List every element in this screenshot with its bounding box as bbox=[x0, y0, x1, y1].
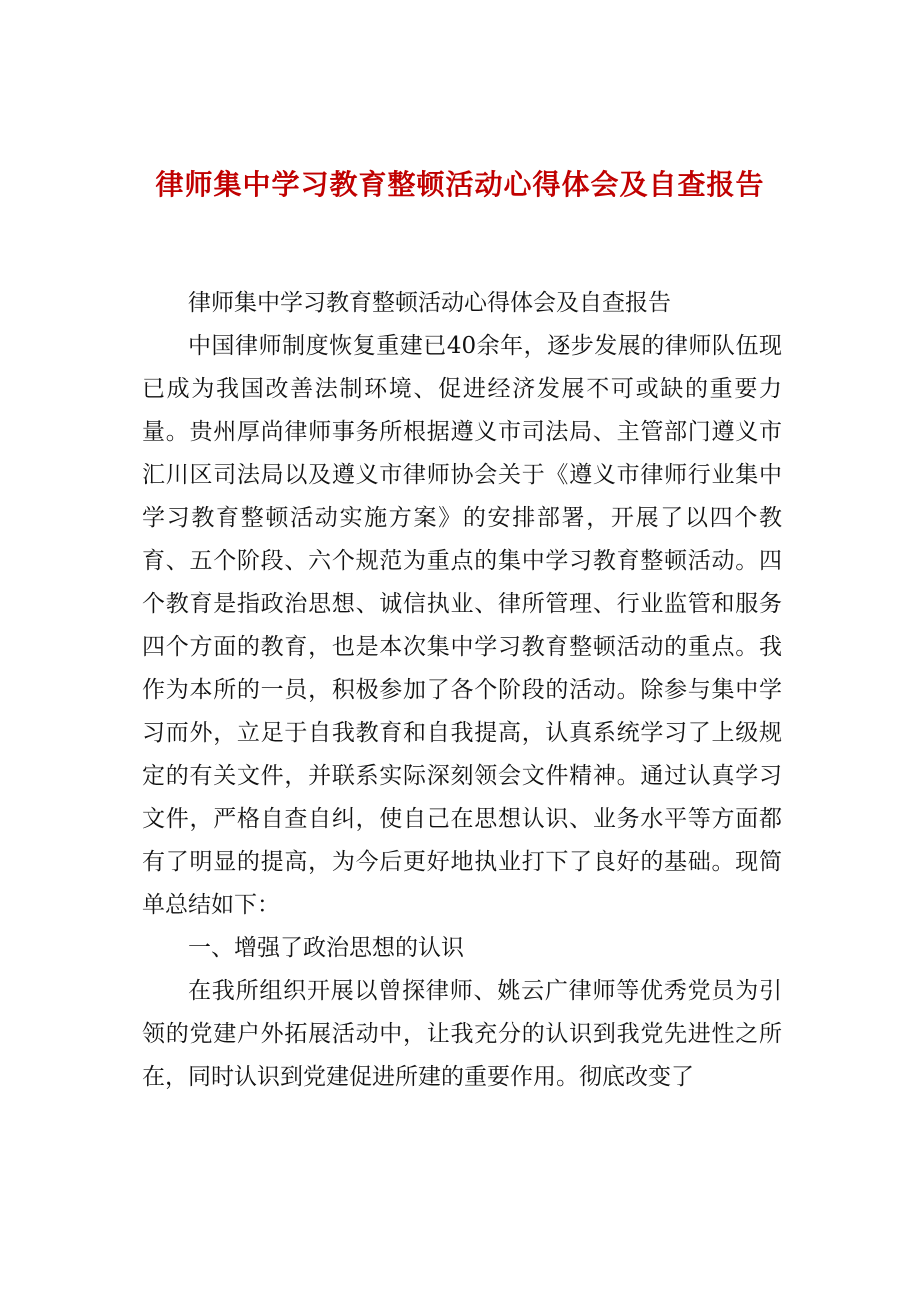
paragraph-subtitle: 律师集中学习教育整顿活动心得体会及自查报告 bbox=[188, 290, 671, 316]
document-title: 律师集中学习教育整顿活动心得体会及自查报告 bbox=[155, 168, 765, 201]
paragraph-heading-1: 一、增强了政治思想的认识 bbox=[188, 935, 464, 961]
paragraph-intro: 中国律师制度恢复重建已40余年，逐步发展的律师队伍现已成为我国改善法制环境、促进经济发展不可或缺的重要力量。贵州厚尚律师事务所根据遵义市司法局、主管部门遵义市汇川区司法局以及遵义市律师协会关于《遵义市律师行业集中学习教育整顿活动实施方案》的安排部署，开展了以四个教育、五个阶段、六个规范为重点的集中学习教育整顿活动。四个教育是指政治思想、诚信执业、律所管理、行业监管和服务四个方面的教育，也是本次集中学习教育整顿活动的重点。我作为本所的一员，积极参加了各个阶段的活动。除参与集中学习而外，立足于自我教育和自我提高，认真系统学习了上级规定的有关文件，并联系实际深刻领会文件精神。通过认真学习文件，严格自查自纠，使自己在思想认识、业务水平等方面都有了明显的提高，为今后更好地执业打下了良好的基础。现简单总结如下： bbox=[142, 333, 782, 918]
document-body bbox=[142, 282, 782, 1099]
paragraph-section-1: 在我所组织开展以曾探律师、姚云广律师等优秀党员为引领的党建户外拓展活动中，让我充分的认识到我党先进性之所在，同时认识到党建促进所建的重要作用。彻底改变了 bbox=[142, 978, 782, 1090]
